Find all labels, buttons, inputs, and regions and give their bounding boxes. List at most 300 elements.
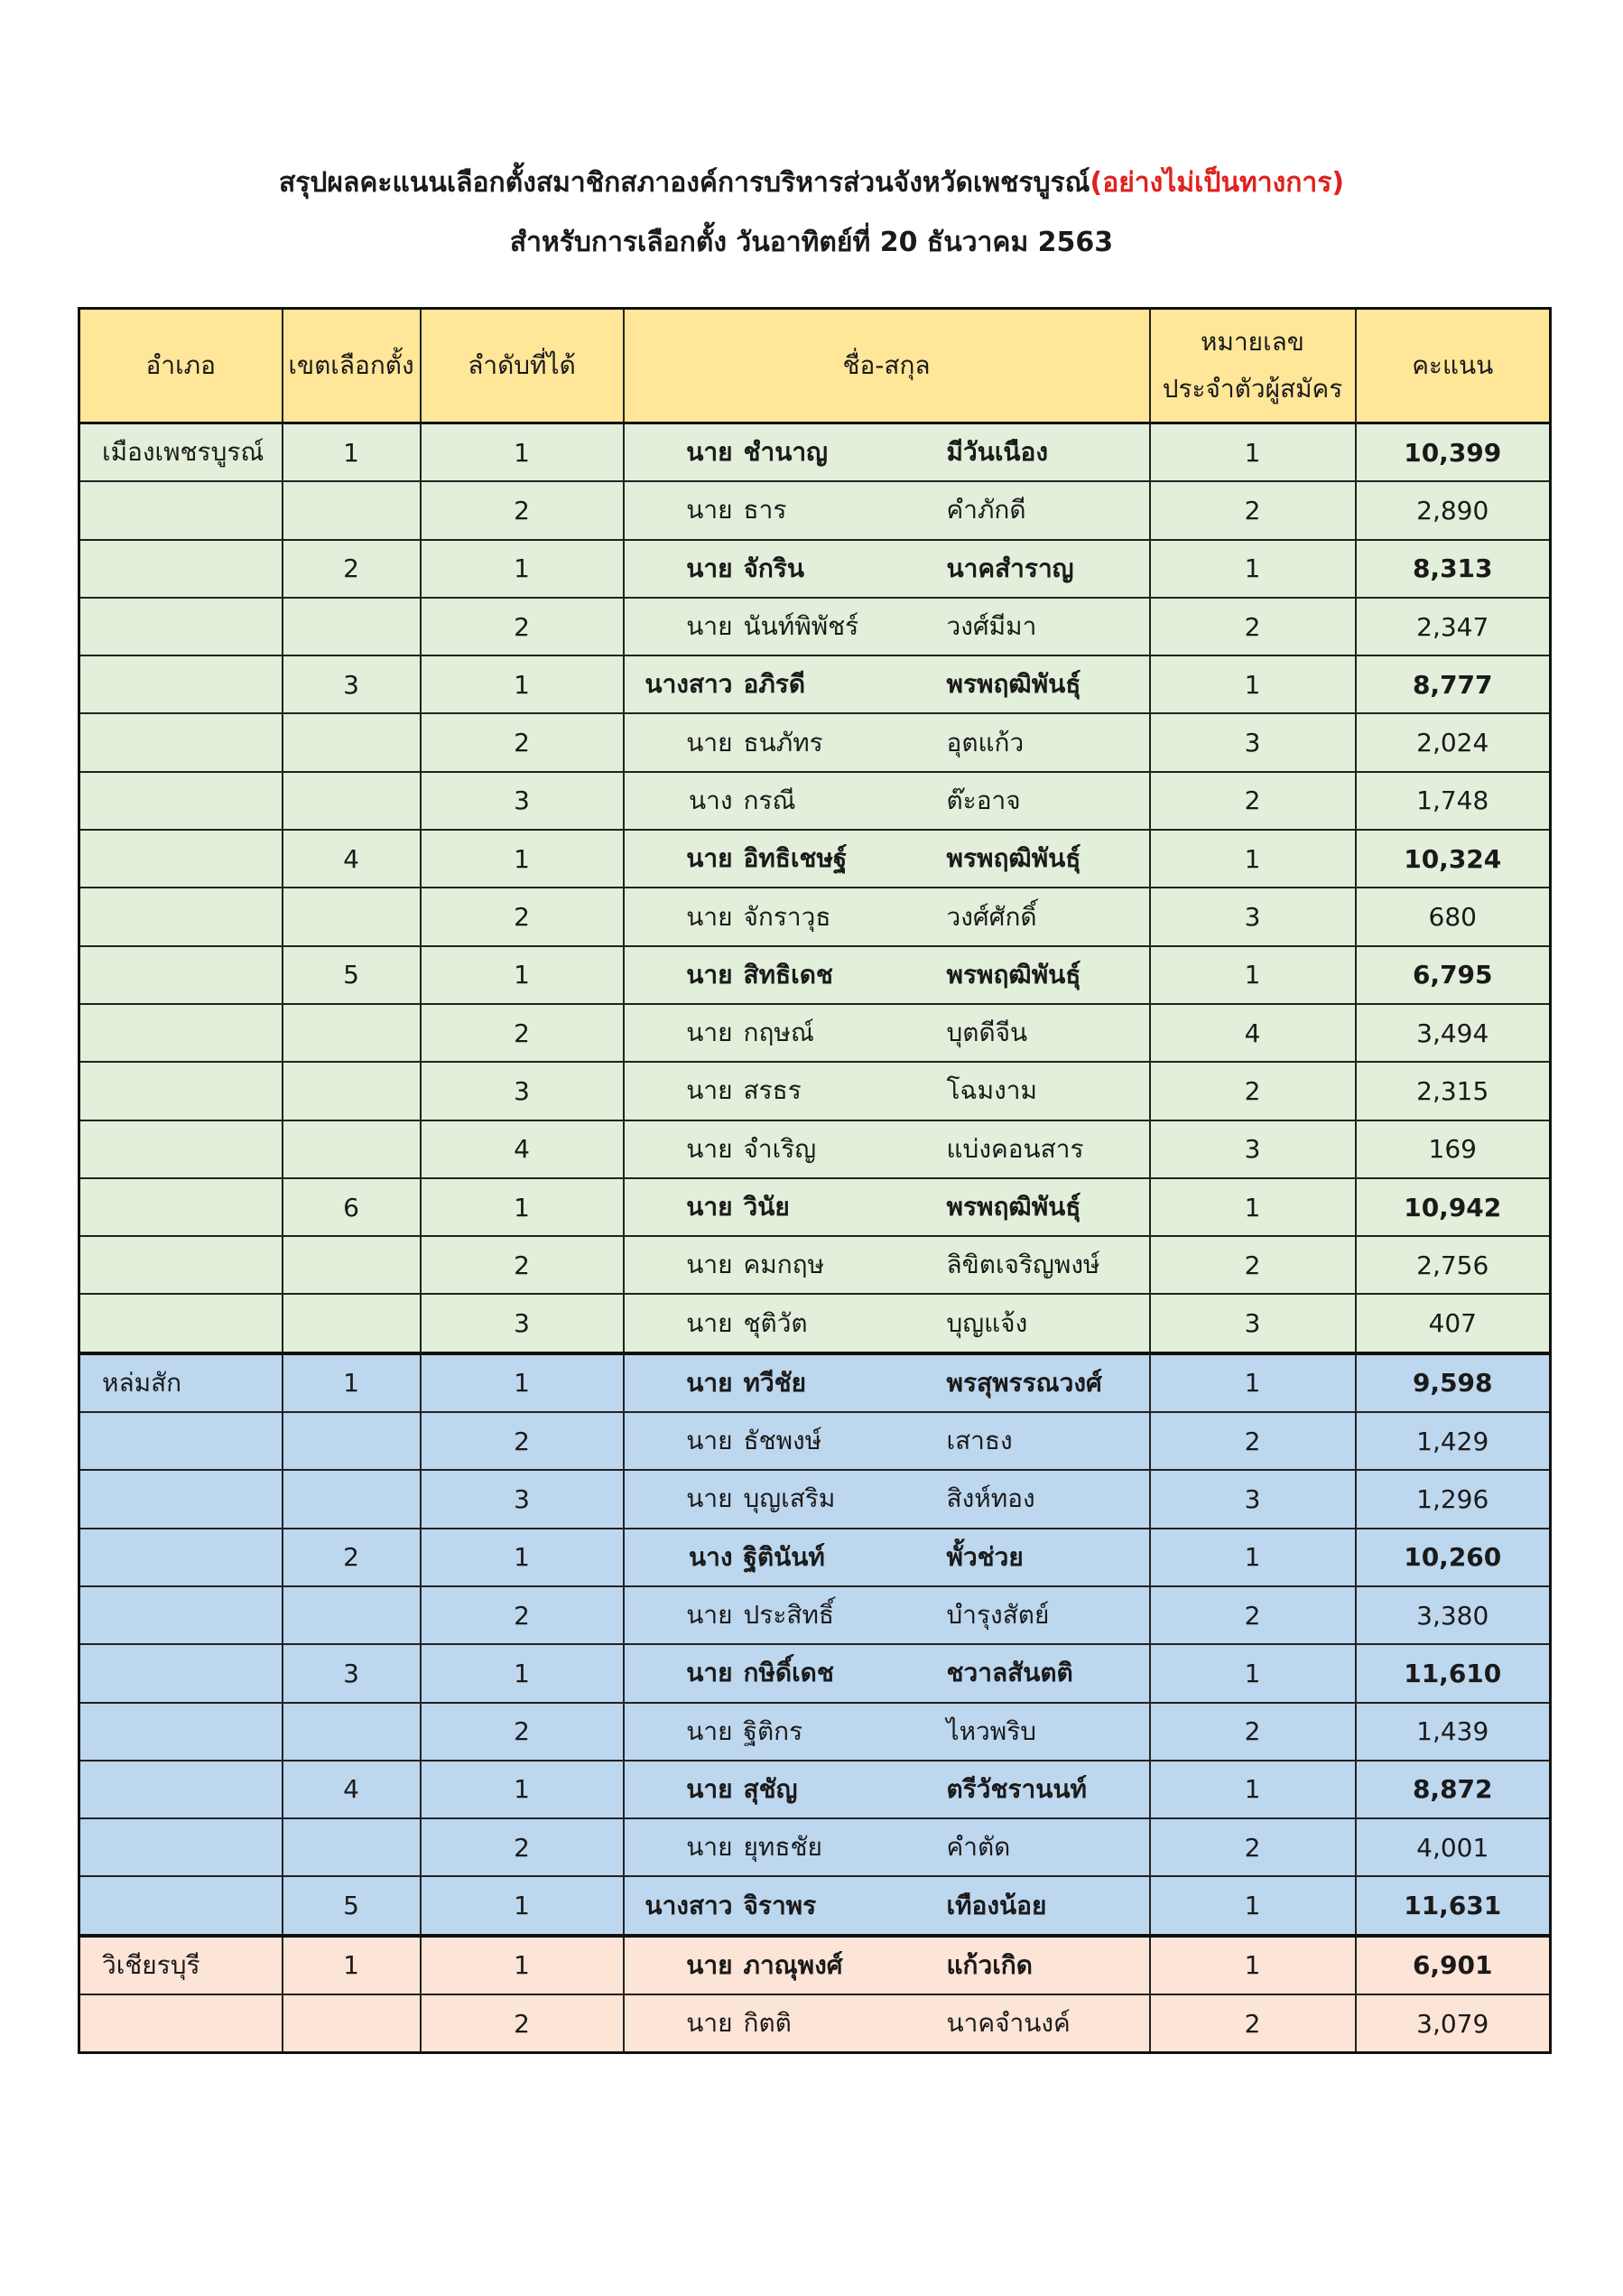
candidate-title: นางสาว [645, 1890, 733, 1920]
candidate-name-wrap [625, 599, 1149, 655]
cell-zone: 4 [283, 830, 421, 888]
cell-district [79, 713, 283, 771]
cell-district [79, 1761, 283, 1818]
cell-district [79, 1178, 283, 1236]
table-row [79, 1470, 1551, 1528]
candidate-title: นาย [686, 1075, 733, 1106]
candidate-title: นาง [688, 1541, 733, 1572]
cell-candidate-number: 4 [1150, 1004, 1356, 1062]
candidate-last-name: พั้วช่วย [946, 1541, 1024, 1572]
cell-score: 1,439 [1356, 1703, 1551, 1761]
cell-district [79, 1818, 283, 1876]
candidate-first-name: กิตติ [743, 2008, 792, 2039]
candidate-first-name: สุชัญ [743, 1773, 798, 1804]
cell-district [79, 772, 283, 830]
candidate-first-name: อิทธิเชษฐ์ [743, 843, 848, 874]
cell-candidate-number: 1 [1150, 1644, 1356, 1702]
cell-zone: 1 [283, 1936, 421, 1994]
cell-district [79, 1994, 283, 2053]
cell-zone [283, 1818, 421, 1876]
header-score: คะแนน [1356, 309, 1551, 423]
cell-zone: 3 [283, 655, 421, 713]
cell-candidate-number: 1 [1150, 1761, 1356, 1818]
cell-zone: 6 [283, 1178, 421, 1236]
candidate-last-name: คำภักดี [946, 495, 1026, 525]
cell-candidate-number: 3 [1150, 888, 1356, 945]
document-title [0, 153, 1623, 213]
cell-rank: 4 [421, 1120, 624, 1178]
table-row [79, 888, 1551, 945]
cell-candidate-number: 1 [1150, 1529, 1356, 1586]
cell-rank: 2 [421, 1586, 624, 1644]
candidate-name-wrap [625, 1704, 1149, 1760]
cell-score: 1,296 [1356, 1470, 1551, 1528]
candidate-name-wrap [625, 1179, 1149, 1235]
candidate-title: นาย [686, 611, 733, 642]
cell-rank: 1 [421, 1178, 624, 1236]
candidate-name-wrap [625, 1587, 1149, 1643]
cell-zone: 2 [283, 540, 421, 598]
candidate-last-name: ตรีวัชรานนท์ [946, 1773, 1087, 1804]
candidate-title: นาย [686, 1426, 733, 1456]
cell-candidate-name [624, 1178, 1150, 1236]
document-title-block [0, 153, 1623, 273]
cell-candidate-name [624, 540, 1150, 598]
cell-district [79, 1120, 283, 1178]
candidate-last-name: พรพฤฒิพันธุ์ [946, 959, 1081, 990]
table-row [79, 655, 1551, 713]
cell-score: 2,890 [1356, 481, 1551, 539]
document-subtitle: สำหรับการเลือกตั้ง วันอาทิตย์ที่ 20 ธันวาคม 2563 [509, 227, 1114, 258]
candidate-last-name: นาคสำราญ [946, 553, 1074, 583]
cell-rank: 2 [421, 598, 624, 655]
candidate-last-name: บุญแจ้ง [946, 1307, 1028, 1338]
cell-candidate-number: 2 [1150, 1994, 1356, 2053]
cell-district [79, 1236, 283, 1294]
cell-candidate-name [624, 1529, 1150, 1586]
cell-candidate-number: 3 [1150, 713, 1356, 771]
cell-candidate-name [624, 1994, 1150, 2053]
candidate-first-name: นันท์พิพัชร์ [743, 611, 859, 642]
candidate-last-name: บุตดีจีน [946, 1018, 1028, 1048]
candidate-last-name: ต๊ะอาจ [946, 785, 1021, 815]
cell-candidate-number: 1 [1150, 946, 1356, 1004]
candidate-name-wrap [625, 1995, 1149, 2051]
cell-candidate-number: 2 [1150, 772, 1356, 830]
cell-candidate-number: 3 [1150, 1470, 1356, 1528]
cell-zone: 1 [283, 1353, 421, 1412]
cell-candidate-name [624, 598, 1150, 655]
candidate-last-name: พรพฤฒิพันธุ์ [946, 1192, 1081, 1222]
cell-candidate-name [624, 1236, 1150, 1294]
cell-candidate-number: 2 [1150, 598, 1356, 655]
candidate-name-wrap [625, 1529, 1149, 1585]
cell-rank: 2 [421, 1703, 624, 1761]
candidate-title: นาย [686, 1949, 733, 1980]
results-table [78, 307, 1552, 2054]
cell-district [79, 540, 283, 598]
cell-candidate-name [624, 1120, 1150, 1178]
header-number-line2: ประจำตัวผู้สมัคร [1162, 374, 1343, 404]
table-row [79, 713, 1551, 771]
candidate-last-name: พรสุพรรณวงศ์ [946, 1367, 1102, 1398]
cell-district [79, 1004, 283, 1062]
cell-candidate-number: 1 [1150, 655, 1356, 713]
candidate-title: นาย [686, 495, 733, 525]
cell-district [79, 1876, 283, 1935]
cell-candidate-name [624, 772, 1150, 830]
candidate-title: นาย [686, 901, 733, 932]
candidate-first-name: จักราวุธ [743, 901, 831, 932]
cell-zone [283, 598, 421, 655]
candidate-last-name: โฉมงาม [946, 1075, 1037, 1106]
cell-zone [283, 888, 421, 945]
cell-district [79, 1586, 283, 1644]
table-row [79, 946, 1551, 1004]
header-rank: ลำดับที่ได้ [421, 309, 624, 423]
cell-candidate-number: 2 [1150, 1818, 1356, 1876]
cell-score: 11,631 [1356, 1876, 1551, 1935]
candidate-title: นาย [686, 1307, 733, 1338]
cell-candidate-number: 1 [1150, 1178, 1356, 1236]
cell-rank: 3 [421, 772, 624, 830]
candidate-name-wrap [625, 1471, 1149, 1527]
cell-district [79, 1412, 283, 1470]
cell-candidate-name [624, 1294, 1150, 1353]
cell-score: 1,429 [1356, 1412, 1551, 1470]
cell-candidate-name [624, 1936, 1150, 1994]
candidate-last-name: ชวาลสันตติ [946, 1658, 1073, 1688]
cell-score: 8,313 [1356, 540, 1551, 598]
candidate-first-name: ยุทธชัย [743, 1832, 822, 1863]
table-row [79, 1703, 1551, 1761]
cell-score: 2,024 [1356, 713, 1551, 771]
cell-score: 407 [1356, 1294, 1551, 1353]
candidate-first-name: อภิรดี [743, 669, 805, 700]
candidate-name-wrap [625, 1063, 1149, 1119]
candidate-last-name: อุตแก้ว [946, 727, 1025, 758]
table-row [79, 1062, 1551, 1120]
cell-district [79, 1703, 283, 1761]
table-row [79, 1761, 1551, 1818]
candidate-last-name: เสาธง [946, 1426, 1013, 1456]
cell-candidate-name [624, 713, 1150, 771]
cell-score: 3,079 [1356, 1994, 1551, 2053]
cell-rank: 2 [421, 888, 624, 945]
table-row [79, 1178, 1551, 1236]
header-number-line1: หมายเลข [1201, 327, 1304, 357]
table-row [79, 1818, 1551, 1876]
cell-candidate-number: 2 [1150, 1703, 1356, 1761]
cell-zone: 2 [283, 1529, 421, 1586]
cell-zone [283, 1120, 421, 1178]
candidate-title: นาย [686, 1018, 733, 1048]
candidate-first-name: ภาณุพงศ์ [743, 1949, 843, 1980]
cell-candidate-name [624, 1353, 1150, 1412]
candidate-name-wrap [625, 1295, 1149, 1351]
cell-score: 11,610 [1356, 1644, 1551, 1702]
cell-score: 10,399 [1356, 423, 1551, 482]
candidate-title: นาย [686, 843, 733, 874]
candidate-first-name: ชุติวัต [743, 1307, 808, 1338]
candidate-first-name: ประสิทธิ์ [743, 1600, 834, 1631]
cell-score: 4,001 [1356, 1818, 1551, 1876]
cell-district [79, 1062, 283, 1120]
table-row [79, 1236, 1551, 1294]
cell-rank: 3 [421, 1470, 624, 1528]
cell-district [79, 1294, 283, 1353]
cell-district: วิเชียรบุรี [79, 1936, 283, 1994]
cell-district [79, 1644, 283, 1702]
cell-candidate-name [624, 946, 1150, 1004]
cell-zone [283, 1470, 421, 1528]
candidate-first-name: กรณี [743, 785, 796, 815]
cell-rank: 1 [421, 1876, 624, 1935]
cell-candidate-name [624, 655, 1150, 713]
table-row [79, 1412, 1551, 1470]
candidate-name-wrap [625, 1121, 1149, 1177]
cell-district [79, 598, 283, 655]
candidate-first-name: สิทธิเดช [743, 959, 833, 990]
candidate-name-wrap [625, 1355, 1149, 1411]
cell-zone [283, 1703, 421, 1761]
cell-rank: 2 [421, 1412, 624, 1470]
candidate-first-name: จักริน [743, 553, 805, 583]
cell-score: 6,901 [1356, 1936, 1551, 1994]
cell-score: 169 [1356, 1120, 1551, 1178]
candidate-last-name: สิงห์ทอง [946, 1483, 1035, 1514]
cell-score: 3,494 [1356, 1004, 1551, 1062]
cell-candidate-name [624, 1703, 1150, 1761]
cell-zone [283, 1004, 421, 1062]
cell-score: 2,347 [1356, 598, 1551, 655]
table-row [79, 540, 1551, 598]
cell-zone: 1 [283, 423, 421, 482]
candidate-name-wrap [625, 714, 1149, 770]
cell-candidate-number: 2 [1150, 1062, 1356, 1120]
header-name: ชื่อ-สกุล [624, 309, 1150, 423]
cell-candidate-name [624, 1470, 1150, 1528]
candidate-title: นาย [686, 1600, 733, 1631]
table-row [79, 598, 1551, 655]
candidate-last-name: แก้วเกิด [946, 1949, 1033, 1980]
cell-district [79, 1529, 283, 1586]
cell-candidate-name [624, 423, 1150, 482]
candidate-last-name: บำรุงสัตย์ [946, 1600, 1050, 1631]
candidate-last-name: แบ่งคอนสาร [946, 1133, 1084, 1164]
document-title-main: สรุปผลคะแนนเลือกตั้งสมาชิกสภาองค์การบริหารส่วนจังหวัดเพชรบูรณ์ [278, 167, 1090, 199]
cell-candidate-name [624, 1818, 1150, 1876]
cell-candidate-number: 1 [1150, 1353, 1356, 1412]
cell-score: 2,756 [1356, 1236, 1551, 1294]
cell-rank: 2 [421, 1818, 624, 1876]
candidate-first-name: ทวีชัย [743, 1367, 807, 1398]
cell-rank: 2 [421, 1004, 624, 1062]
candidate-first-name: ฐิตินันท์ [743, 1541, 825, 1572]
candidate-name-wrap [625, 482, 1149, 538]
cell-score: 6,795 [1356, 946, 1551, 1004]
candidate-name-wrap [625, 1645, 1149, 1701]
cell-rank: 2 [421, 1994, 624, 2053]
table-row [79, 1644, 1551, 1702]
candidate-name-wrap [625, 947, 1149, 1003]
candidate-name-wrap [625, 1819, 1149, 1875]
candidate-title: นาย [686, 1483, 733, 1514]
candidate-title: นาง [688, 785, 733, 815]
candidate-last-name: ไหวพริบ [946, 1715, 1037, 1746]
candidate-name-wrap [625, 831, 1149, 887]
candidate-name-wrap [625, 541, 1149, 597]
candidate-last-name: มีวันเนือง [946, 437, 1049, 468]
cell-candidate-name [624, 830, 1150, 888]
candidate-last-name: วงศ์มีมา [946, 611, 1037, 642]
candidate-title: นาย [686, 1367, 733, 1398]
cell-zone [283, 1062, 421, 1120]
header-candidate-number [1150, 309, 1356, 423]
cell-rank: 3 [421, 1062, 624, 1120]
candidate-first-name: ชำนาญ [743, 437, 828, 468]
table-row [79, 1294, 1551, 1353]
cell-zone [283, 772, 421, 830]
cell-candidate-name [624, 1586, 1150, 1644]
cell-rank: 1 [421, 655, 624, 713]
candidate-title: นาย [686, 1773, 733, 1804]
cell-rank: 1 [421, 830, 624, 888]
cell-district [79, 1470, 283, 1528]
cell-rank: 1 [421, 946, 624, 1004]
cell-district [79, 946, 283, 1004]
candidate-last-name: ลิขิตเจริญพงษ์ [946, 1250, 1100, 1280]
cell-candidate-name [624, 1062, 1150, 1120]
cell-candidate-number: 2 [1150, 1236, 1356, 1294]
cell-rank: 1 [421, 1644, 624, 1702]
cell-score: 8,872 [1356, 1761, 1551, 1818]
candidate-first-name: จำเริญ [743, 1133, 817, 1164]
cell-rank: 1 [421, 1936, 624, 1994]
candidate-title: นาย [686, 1832, 733, 1863]
candidate-title: นาย [686, 1192, 733, 1222]
candidate-name-wrap [625, 888, 1149, 944]
cell-rank: 1 [421, 1529, 624, 1586]
cell-zone: 4 [283, 1761, 421, 1818]
cell-candidate-name [624, 1004, 1150, 1062]
candidate-title: นาย [686, 1715, 733, 1746]
cell-rank: 1 [421, 1761, 624, 1818]
candidate-name-wrap [625, 424, 1149, 480]
cell-score: 680 [1356, 888, 1551, 945]
candidate-first-name: ธาร [743, 495, 787, 525]
cell-candidate-number: 3 [1150, 1120, 1356, 1178]
candidate-name-wrap [625, 1413, 1149, 1469]
cell-candidate-name [624, 1761, 1150, 1818]
candidate-name-wrap [625, 1877, 1149, 1933]
cell-candidate-number: 1 [1150, 1936, 1356, 1994]
candidate-last-name: วงศ์ศักดิ์ [946, 901, 1037, 932]
table-row [79, 1994, 1551, 2053]
table-row [79, 1353, 1551, 1412]
cell-score: 2,315 [1356, 1062, 1551, 1120]
cell-rank: 1 [421, 423, 624, 482]
cell-score: 8,777 [1356, 655, 1551, 713]
candidate-name-wrap [625, 1005, 1149, 1061]
document-title-note: (อย่างไม่เป็นทางการ) [1090, 167, 1345, 199]
cell-score: 10,942 [1356, 1178, 1551, 1236]
cell-zone: 5 [283, 1876, 421, 1935]
candidate-first-name: จิราพร [743, 1890, 817, 1920]
header-district: อำเภอ [79, 309, 283, 423]
candidate-title: นางสาว [645, 669, 733, 700]
cell-score: 3,380 [1356, 1586, 1551, 1644]
cell-zone [283, 1586, 421, 1644]
candidate-last-name: พรพฤฒิพันธุ์ [946, 843, 1081, 874]
candidate-title: นาย [686, 1658, 733, 1688]
table-header-row [79, 309, 1551, 423]
cell-candidate-name [624, 1876, 1150, 1935]
cell-candidate-number: 1 [1150, 540, 1356, 598]
cell-score: 10,324 [1356, 830, 1551, 888]
cell-candidate-name [624, 1412, 1150, 1470]
table-row [79, 481, 1551, 539]
cell-zone [283, 1294, 421, 1353]
cell-zone: 5 [283, 946, 421, 1004]
cell-zone [283, 481, 421, 539]
candidate-last-name: นาคจำนงค์ [946, 2008, 1071, 2039]
cell-rank: 2 [421, 481, 624, 539]
table-row [79, 830, 1551, 888]
cell-zone: 3 [283, 1644, 421, 1702]
candidate-last-name: คำตัด [946, 1832, 1011, 1863]
cell-score: 1,748 [1356, 772, 1551, 830]
cell-candidate-name [624, 1644, 1150, 1702]
cell-candidate-number: 2 [1150, 481, 1356, 539]
table-row [79, 1529, 1551, 1586]
candidate-title: นาย [686, 727, 733, 758]
cell-rank: 2 [421, 1236, 624, 1294]
candidate-first-name: บุญเสริม [743, 1483, 836, 1514]
candidate-first-name: กฤษณ์ [743, 1018, 814, 1048]
candidate-last-name: เทืองน้อย [946, 1890, 1047, 1920]
candidate-title: นาย [686, 553, 733, 583]
results-body [79, 423, 1551, 2053]
table-row [79, 1004, 1551, 1062]
cell-candidate-number: 1 [1150, 830, 1356, 888]
table-row [79, 1936, 1551, 1994]
cell-candidate-number: 1 [1150, 1876, 1356, 1935]
cell-rank: 1 [421, 1353, 624, 1412]
cell-candidate-name [624, 888, 1150, 945]
cell-rank: 1 [421, 540, 624, 598]
cell-candidate-number: 2 [1150, 1412, 1356, 1470]
candidate-first-name: คมกฤษ [743, 1250, 825, 1280]
candidate-title: นาย [686, 1250, 733, 1280]
candidate-first-name: ธัชพงษ์ [743, 1426, 822, 1456]
cell-district [79, 830, 283, 888]
table-row [79, 423, 1551, 482]
cell-rank: 3 [421, 1294, 624, 1353]
table-row [79, 1586, 1551, 1644]
table-row [79, 1120, 1551, 1178]
cell-district [79, 888, 283, 945]
candidate-first-name: สรธร [743, 1075, 802, 1106]
candidate-first-name: วินัย [743, 1192, 790, 1222]
candidate-name-wrap [625, 1938, 1149, 1994]
candidate-first-name: ธนภัทร [743, 727, 823, 758]
cell-district: หล่มสัก [79, 1353, 283, 1412]
cell-score: 9,598 [1356, 1353, 1551, 1412]
candidate-title: นาย [686, 2008, 733, 2039]
cell-district [79, 481, 283, 539]
cell-candidate-name [624, 481, 1150, 539]
